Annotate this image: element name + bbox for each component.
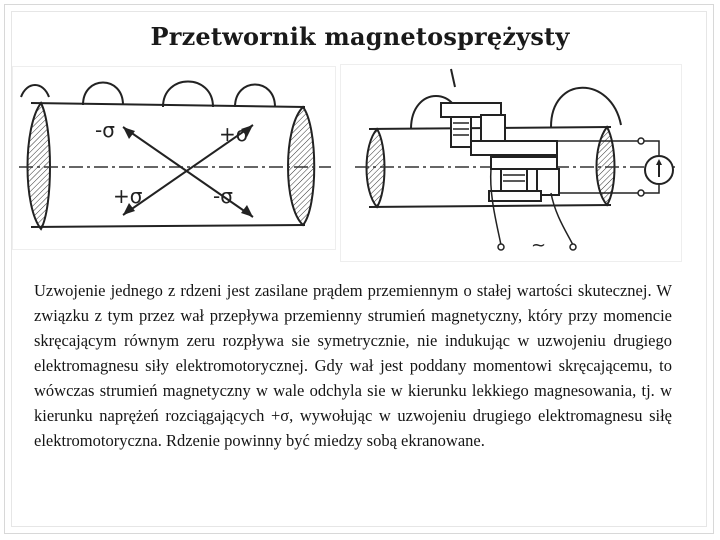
body-paragraph: Uzwojenie jednego z rdzeni jest zasilane prądem przemiennym o stałej wartości skutecznej. W związku z tym przez wał przepływa przemienny strumień magnetyczny, który przy momencie skręcającym równym zeru rozpływa sie symetrycznie, nie indukując w uzwojeniu drugiego elektromagnesu siły elektromotorycznej. Gdy wał jest poddany momentowi skręcającemu, to wówczas strumień magnetyczny w wale odchyla sie w kierunku lekkiego magnesowania, tj. w kierunku naprężeń rozciągających +σ, wywołując w uzwojeniu drugiego elektromagnesu siłę elektromotoryczna. Rdzenie powinny być miedzy sobą ekranowane.: [34, 281, 672, 450]
flux2-loop-2: [551, 88, 621, 127]
transducer-diagram: [340, 64, 682, 262]
core-mid-bar: [471, 141, 557, 155]
flux2-mark: [451, 69, 455, 87]
shaft2-left-end: [367, 129, 385, 207]
stress-diagram-svg: [13, 67, 335, 249]
core-left-leg: [451, 117, 471, 147]
stress-diagram: [12, 66, 336, 250]
meter-terminal-1: [638, 138, 644, 144]
slide-title: Przetwornik magnetosprężysty: [150, 22, 570, 51]
flux-loop-0: [21, 85, 49, 97]
terminal-1: [498, 244, 504, 250]
shaft-top-edge: [31, 103, 305, 107]
terminal-2: [570, 244, 576, 250]
flux-loop-2: [163, 82, 213, 108]
label-top-left: -σ: [95, 118, 115, 142]
wire-source-1: [491, 169, 501, 245]
shaft-bottom-edge: [31, 225, 305, 227]
label-bottom-right: -σ: [213, 184, 233, 208]
transducer-diagram-svg: [341, 65, 681, 261]
meter-terminal-2: [638, 190, 644, 196]
core-bottom-bar: [489, 191, 541, 201]
ac-source-symbol: ~: [531, 235, 547, 256]
flux-loop-1: [83, 83, 123, 106]
flux-loop-3: [235, 85, 275, 108]
arrow-head-lr: [241, 205, 253, 217]
wire-source-2: [551, 193, 573, 245]
shaft2-bottom-edge: [369, 205, 611, 207]
core-low-bar: [491, 157, 557, 169]
arrow-head-ul: [123, 127, 135, 139]
label-top-right: +σ: [219, 122, 249, 146]
shaft-left-end: [28, 103, 51, 229]
label-bottom-left: +σ: [113, 184, 143, 208]
shaft-right-end: [288, 107, 314, 225]
